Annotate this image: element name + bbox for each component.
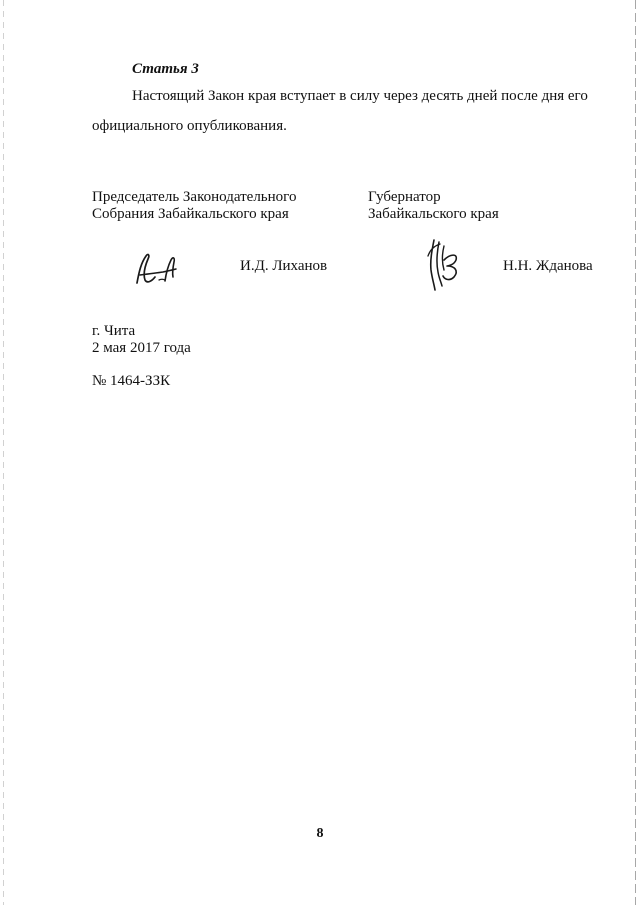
article-text-line-2: официального опубликования. — [92, 118, 287, 134]
left-signatory-name: И.Д. Лиханов — [240, 258, 328, 274]
scan-edge-left — [3, 0, 4, 905]
right-signatory-title-line-2: Забайкальского края — [368, 206, 499, 222]
left-signatory-title-line-2: Собрания Забайкальского края — [92, 206, 289, 222]
left-signature — [132, 246, 182, 290]
page-number: 8 — [316, 826, 324, 841]
law-number: № 1464-ЗЗК — [92, 373, 171, 389]
right-signatory-name: Н.Н. Жданова — [503, 258, 593, 274]
left-signatory-title-line-1: Председатель Законодательного — [92, 189, 297, 205]
right-signatory-title-line-1: Губернатор — [368, 189, 441, 205]
right-signature — [420, 236, 466, 294]
place: г. Чита — [92, 323, 136, 339]
article-text-line-1: Настоящий Закон края вступает в силу через десять дней после дня его — [132, 88, 588, 104]
scan-edge-right — [635, 0, 636, 905]
date: 2 мая 2017 года — [92, 340, 191, 356]
article-heading: Статья 3 — [132, 61, 199, 77]
